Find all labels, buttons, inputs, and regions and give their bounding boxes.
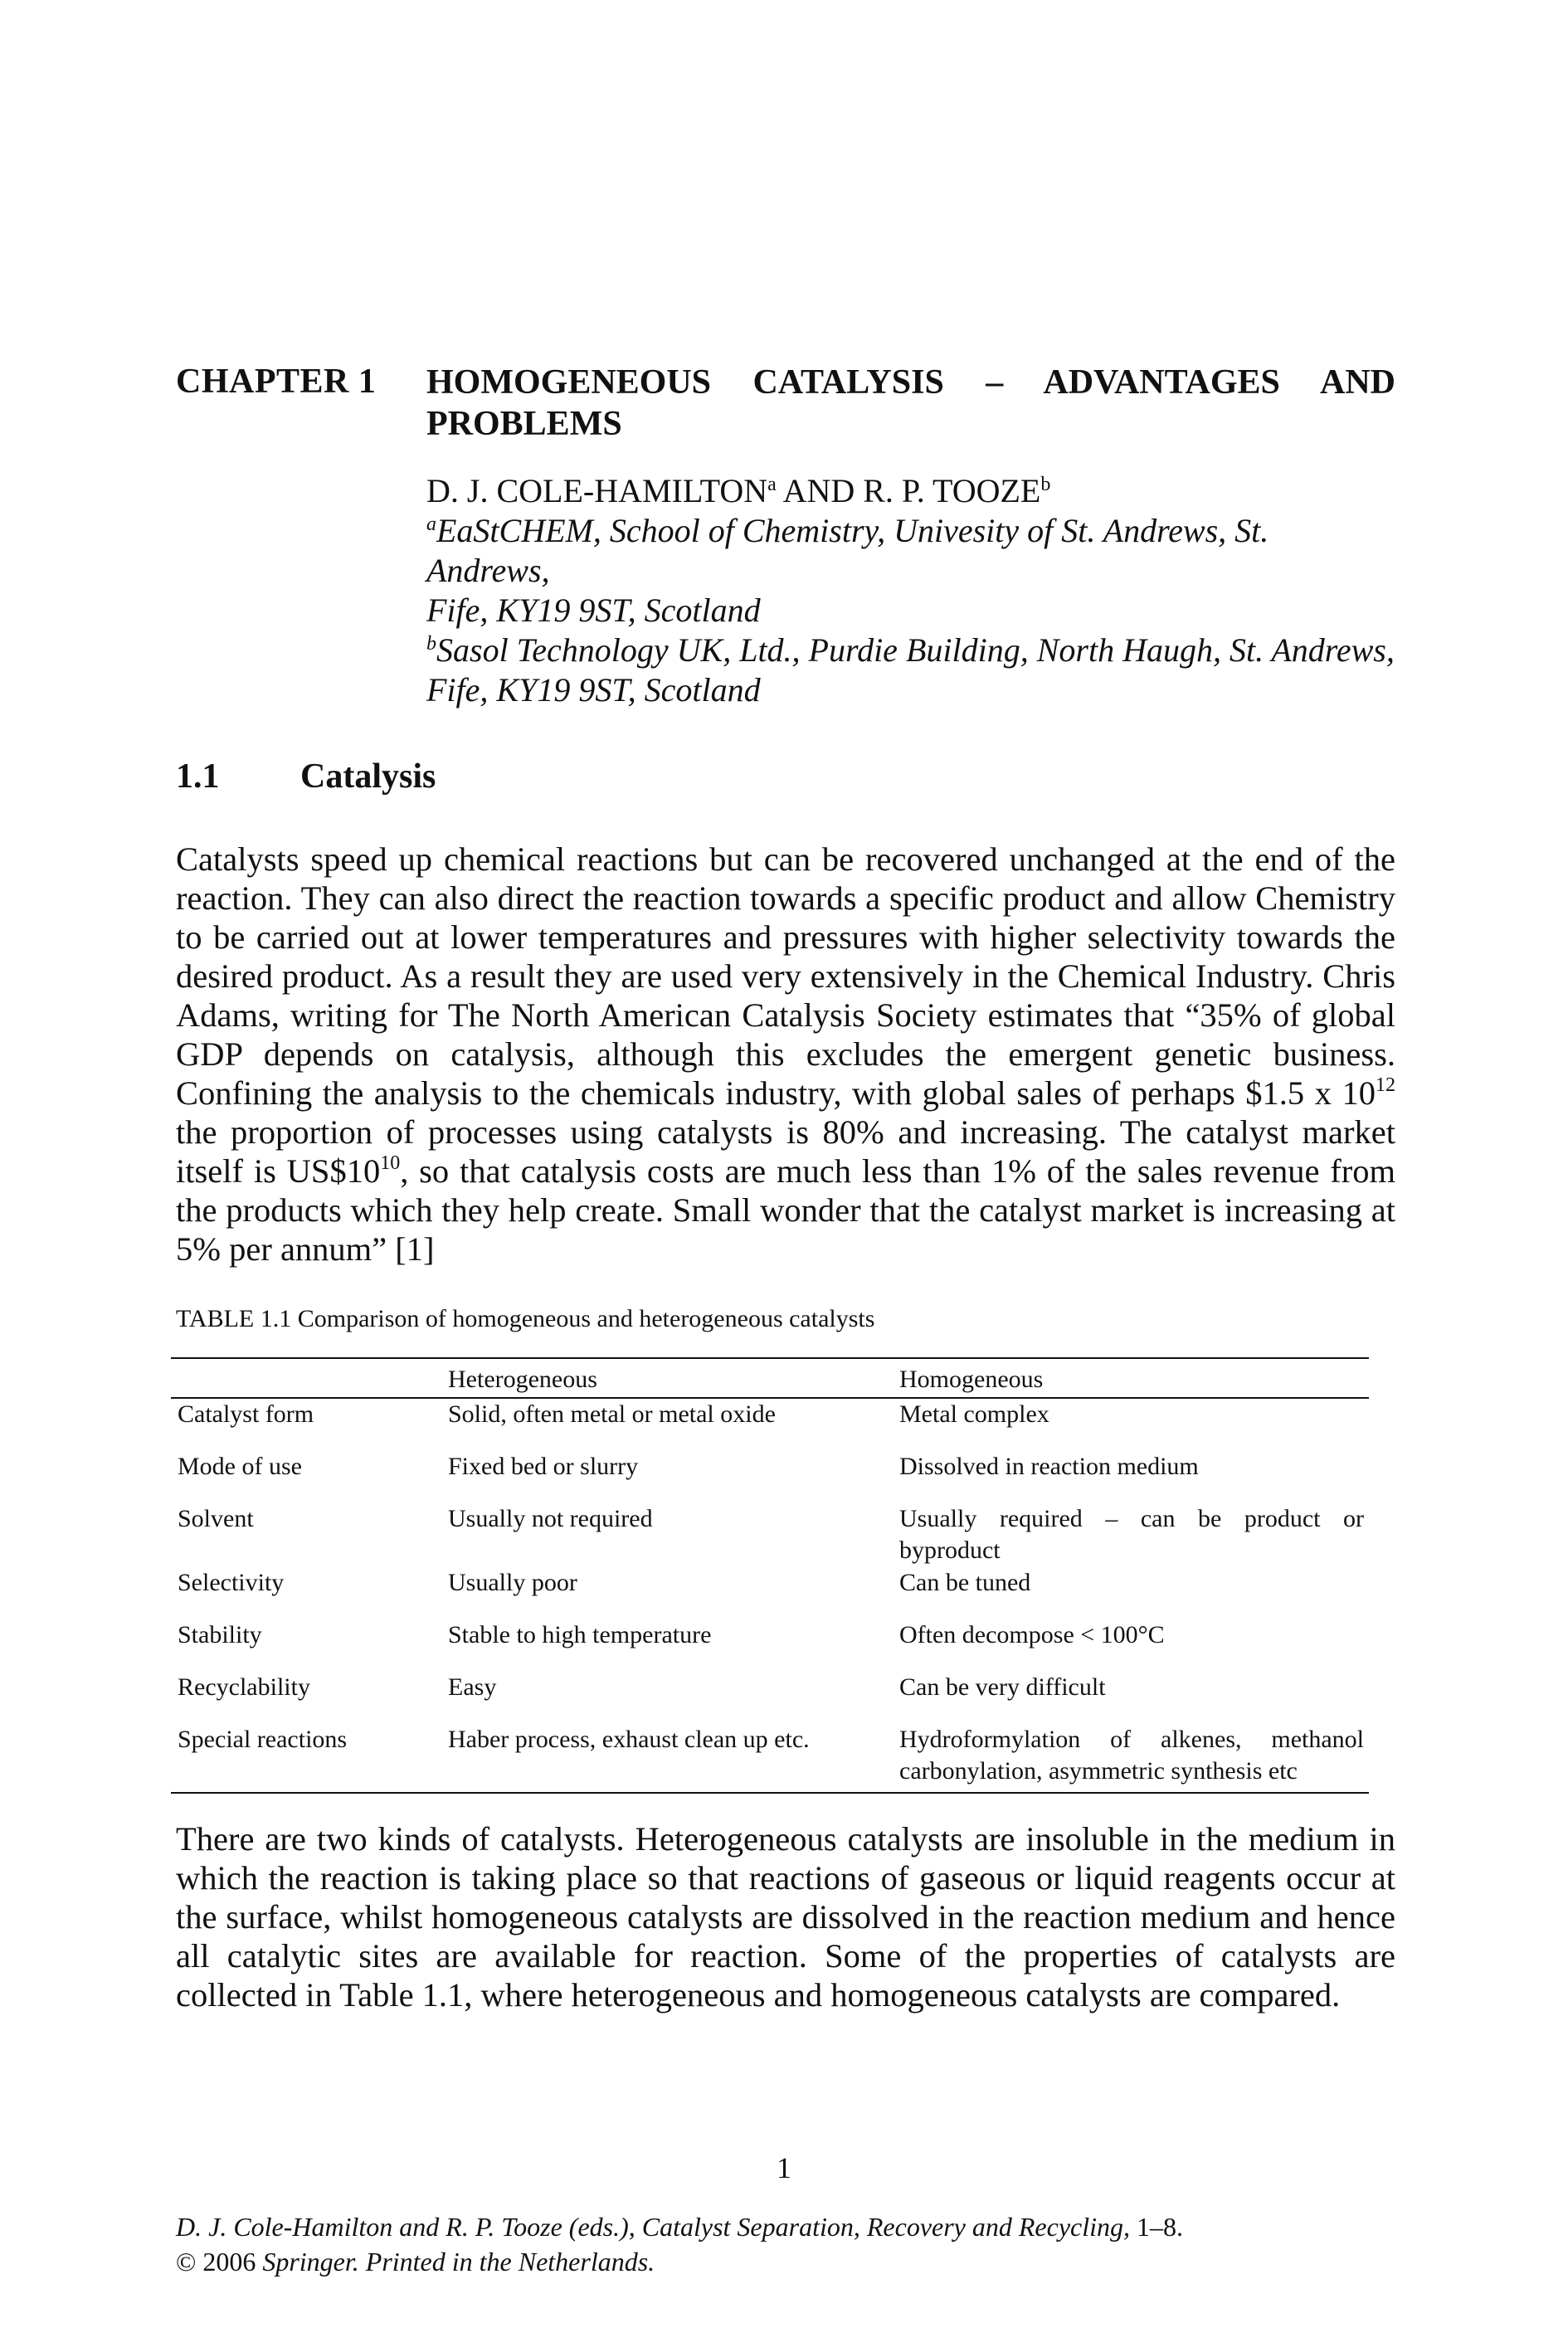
table-cell: Dissolved in reaction medium xyxy=(899,1453,1199,1480)
table-cell: Haber process, exhaust clean up etc. xyxy=(448,1726,810,1753)
page-number: 1 xyxy=(777,2151,791,2184)
footer-citation xyxy=(176,2209,1183,2279)
table-row-label: Recyclability xyxy=(178,1673,310,1701)
table-row-label: Special reactions xyxy=(178,1726,348,1753)
chapter-title-line-1: HOMOGENEOUS CATALYSIS – ADVANTAGES AND xyxy=(426,363,1395,402)
author-2-affil-mark: b xyxy=(1040,474,1051,495)
affiliation-a xyxy=(426,511,1395,591)
table-caption: TABLE 1.1 Comparison of homogeneous and heterogeneous catalysts xyxy=(176,1305,875,1332)
table-cell: Usually not required xyxy=(448,1505,653,1532)
author-2: R. P. TOOZE xyxy=(863,472,1041,509)
table-cell: Usually required – can be product or byproduct xyxy=(899,1505,1364,1564)
footer-line-1 xyxy=(176,2209,1183,2244)
table-cell: Often decompose < 100°C xyxy=(899,1621,1165,1648)
table-cell: Hydroformylation of alkenes, methanol carbonylation, asymmetric synthesis etc xyxy=(899,1726,1364,1785)
footer-citation-text: D. J. Cole-Hamilton and R. P. Tooze (eds.), Catalyst Separation, Recovery and Recycling, xyxy=(176,2212,1131,2242)
affiliation-b-line-2: Fife, KY19 9ST, Scotland xyxy=(426,671,761,709)
table-cell: Usually poor xyxy=(448,1569,577,1596)
table-row-label: Solvent xyxy=(178,1505,254,1532)
para1-text-2: the proportion of processes using catalysts is 80% and increasing. The catalyst market itself is US$10 xyxy=(176,1113,1395,1190)
para1-exponent-2: 10 xyxy=(380,1152,401,1174)
author-block xyxy=(426,471,1395,710)
author-1-affil-mark: a xyxy=(767,474,777,495)
table-header-cell: Homogeneous xyxy=(899,1366,1044,1393)
footer-pages: 1–8. xyxy=(1130,2212,1184,2242)
affiliation-b xyxy=(426,631,1395,670)
table-cell: Can be tuned xyxy=(899,1569,1031,1596)
chapter-title-line-2: PROBLEMS xyxy=(426,405,622,443)
table-cell: Metal complex xyxy=(899,1400,1049,1428)
table-cell: Solid, often metal or metal oxide xyxy=(448,1400,776,1428)
table-top-rule xyxy=(171,1357,1369,1359)
footer-publisher: Springer. Printed in the Netherlands. xyxy=(262,2247,655,2277)
table-header-cell: Heterogeneous xyxy=(448,1366,597,1393)
body-paragraph-1 xyxy=(176,840,1395,1269)
affiliation-b-line-1: Sasol Technology UK, Ltd., Purdie Building, North Haugh, St. Andrews, xyxy=(436,631,1395,669)
section-title: Catalysis xyxy=(300,757,436,796)
author-1: D. J. COLE-HAMILTON xyxy=(426,472,768,509)
footer-copyright: © 2006 xyxy=(176,2247,263,2277)
affiliation-a-mark: a xyxy=(426,514,436,535)
table-bottom-rule xyxy=(171,1792,1369,1794)
chapter-label: CHAPTER 1 xyxy=(176,363,377,401)
table-row-label: Selectivity xyxy=(178,1569,285,1596)
author-conjunction: AND xyxy=(776,472,864,509)
body-paragraph-2: There are two kinds of catalysts. Heterogeneous catalysts are insoluble in the medium in which the reaction is taking place so that reactions of gaseous or liquid reagents occur at the surface, whilst homogeneous catalysts are dissolved in the reaction medium and hence all catalytic sites are available for reaction. Some of the properties of catalysts are collected in Table 1.1, where heterogeneous and homogeneous catalysts are compared. xyxy=(176,1820,1395,2014)
author-names xyxy=(426,471,1395,511)
table-cell: Easy xyxy=(448,1673,497,1701)
para1-exponent-1: 12 xyxy=(1376,1074,1395,1096)
para1-text-1: Catalysts speed up chemical reactions but can be recovered unchanged at the end of the reaction. They can also direct the reaction towards a specific product and allow Chemistry to be carried out at lower temperatures and pressures with higher selectivity towards the desired product. As a result they are used very extensively in the Chemical Industry. Chris Adams, writing for The North American Catalysis Society estimates that “35% of global GDP depends on catalysis, although this excludes the emergent genetic business. Confining the analysis to the chemicals industry, with global sales of perhaps $1.5 x 10 xyxy=(176,840,1395,1112)
table-row-label: Mode of use xyxy=(178,1453,302,1480)
table-cell: Stable to high temperature xyxy=(448,1621,712,1648)
footer-line-2 xyxy=(176,2244,1183,2279)
table-cell: Fixed bed or slurry xyxy=(448,1453,639,1480)
para1-text-3: , so that catalysis costs are much less than 1% of the sales revenue from the products which they help create. Small wonder that the catalyst market is increasing at 5% per annum” [1] xyxy=(176,1152,1395,1268)
affiliation-b-mark: b xyxy=(426,633,436,655)
table-row-label: Stability xyxy=(178,1621,262,1648)
table-cell: Can be very difficult xyxy=(899,1673,1106,1701)
affiliation-a-line-2: Fife, KY19 9ST, Scotland xyxy=(426,592,761,629)
chapter-title xyxy=(426,362,1395,445)
affiliation-a-line-1: EaStCHEM, School of Chemistry, Univesity of St. Andrews, St. Andrews, xyxy=(426,512,1269,589)
table-row-label: Catalyst form xyxy=(178,1400,314,1428)
section-number: 1.1 xyxy=(176,757,220,796)
